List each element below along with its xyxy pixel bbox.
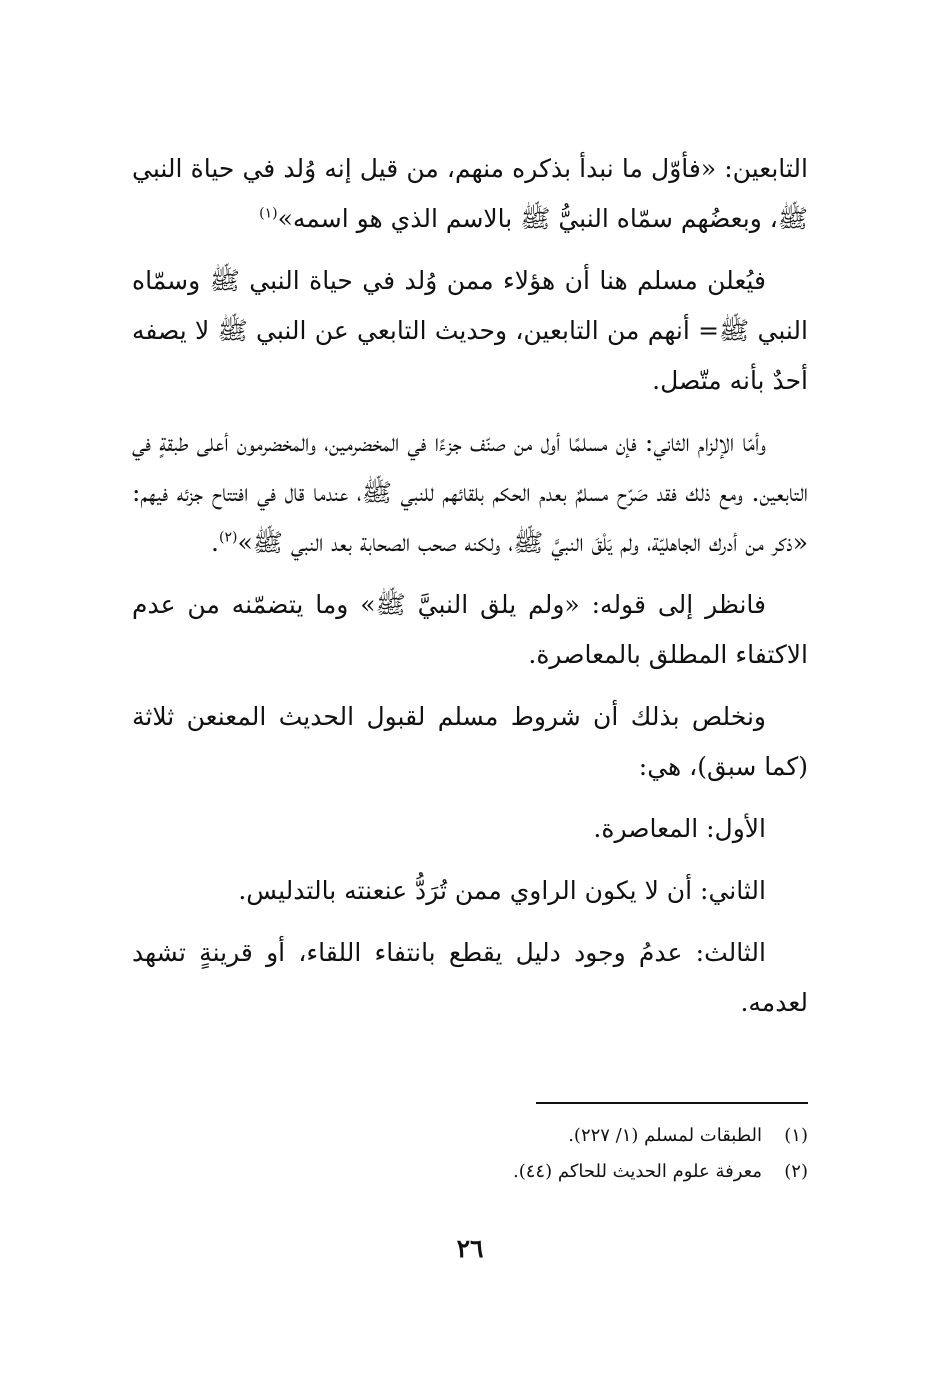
- footnote-ref-1: (١): [259, 205, 278, 222]
- condition-1: الأول: المعاصرة.: [593, 814, 766, 843]
- page-number: ٢٦: [456, 1234, 484, 1263]
- footnotes: [132, 1118, 808, 1190]
- paragraph-1: [132, 144, 808, 244]
- footnote-1-text: الطبقات لمسلم (١/ ٢٢٧).: [568, 1125, 762, 1146]
- footnote-ref-2: (٢): [218, 529, 238, 546]
- paragraph-2-text: فيُعلن مسلم هنا أن هؤلاء ممن وُلد في حياة النبي ﷺ وسمّاه النبي ﷺ= أنهم من التابعين، وحديث التابعي عن النبي ﷺ لا يصفه أحدٌ بأنه متّصل.: [132, 266, 808, 395]
- condition-2: الثاني: أن لا يكون الراوي ممن تُرَدُّ عنعنته بالتدليس.: [238, 876, 766, 905]
- paragraph-3: [132, 418, 808, 568]
- footnote-divider: [536, 1102, 808, 1104]
- paragraph-4: [132, 580, 808, 680]
- main-text: [132, 144, 808, 1040]
- footnote-1: [132, 1118, 808, 1154]
- footnote-1-number: (١): [784, 1125, 808, 1146]
- paragraph-3-tail: .: [211, 528, 219, 557]
- paragraph-5: [132, 692, 808, 792]
- footnote-2-text: معرفة علوم الحديث للحاكم (٤٤).: [513, 1161, 762, 1182]
- footnote-2: [132, 1154, 808, 1190]
- paragraph-3-text: وأمّا الإلزام الثاني: فإن مسلمًا أول من صنّف جزءًا في المخضرمين، والمخضرمون أعلى طبقةٍ في التابعين. ومع ذلك فقد صَرّح مسلمٌ بعدم الحكم بلقائهم للنبي ﷺ، عندما قال في افتتاح جزئه فيهم: «ذكر من أدرك الجاهليّة، ولم يَلْقَ النبيَّ ﷺ، ولكنه صحب الصحابة بعد النبي ﷺ»: [132, 428, 808, 557]
- paragraph-4-text: فانظر إلى قوله: «ولم يلق النبيَّ ﷺ» وما يتضمّنه من عدم الاكتفاء المطلق بالمعاصرة.: [132, 590, 808, 669]
- paragraph-2: [132, 256, 808, 406]
- paragraph-1-text: التابعين: «فأوّل ما نبدأ بذكره منهم، من قيل إنه وُلد في حياة النبي ﷺ، وبعضُهم سمّاه النبيُّ ﷺ بالاسم الذي هو اسمه»: [132, 154, 808, 233]
- condition-3: الثالث: عدمُ وجود دليل يقطع بانتفاء اللقاء، أو قرينةٍ تشهد لعدمه.: [132, 938, 808, 1017]
- footnote-2-number: (٢): [784, 1161, 808, 1182]
- paragraph-5-text: ونخلص بذلك أن شروط مسلم لقبول الحديث المعنعن ثلاثة (كما سبق)، هي:: [132, 702, 808, 781]
